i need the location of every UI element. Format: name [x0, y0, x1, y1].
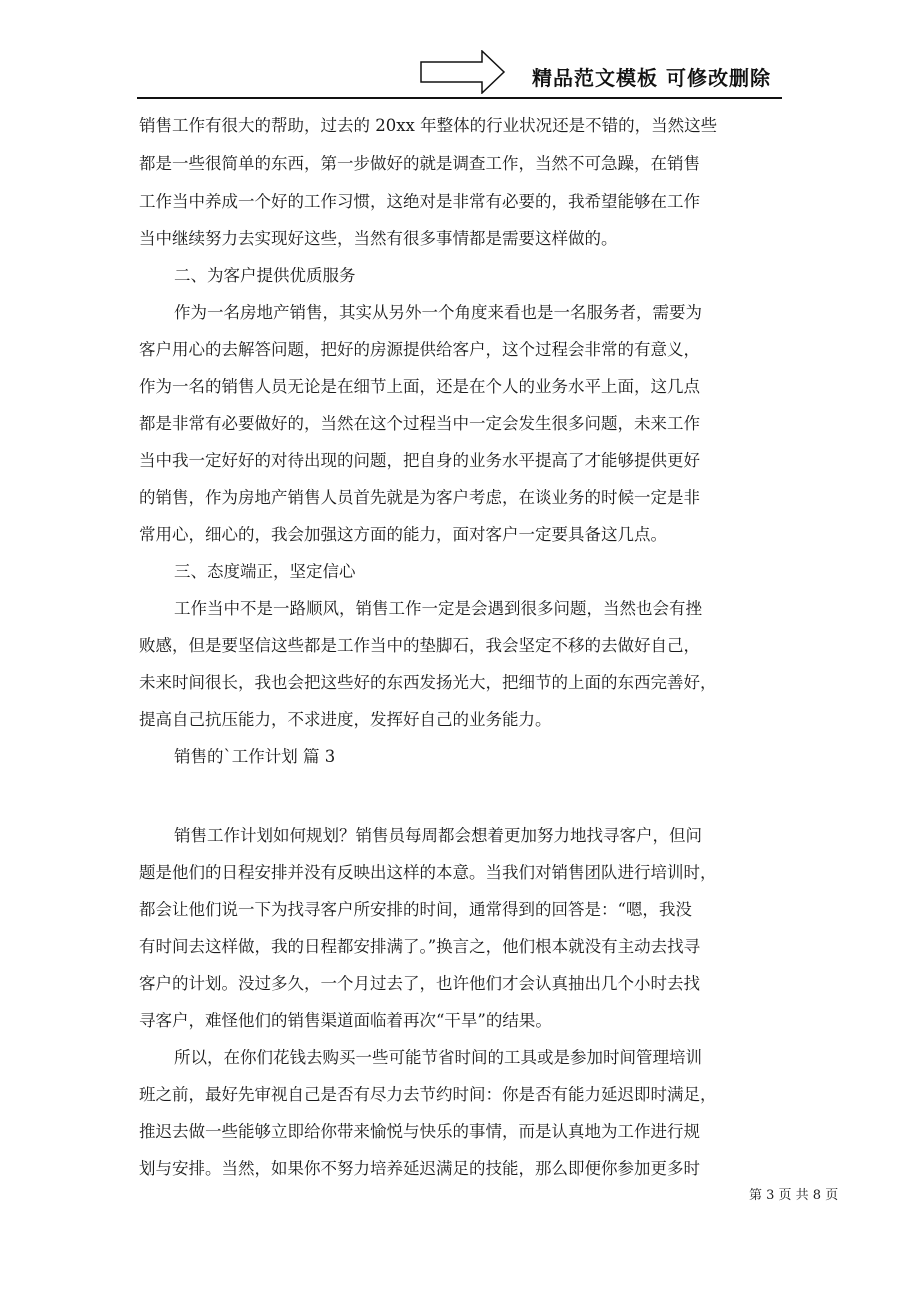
section-heading: 二、为客户提供优质服务: [174, 266, 356, 285]
body-line: 未来时间很长，我也会把这些好的东西发扬光大，把细节的上面的东西完善好，: [139, 673, 717, 692]
body-line: 都是非常有必要做好的，当然在这个过程当中一定会发生很多问题，未来工作: [139, 414, 700, 433]
body-line: 划与安排。当然，如果你不努力培养延迟满足的技能，那么即便你参加更多时: [139, 1159, 700, 1178]
body-line: 销售工作计划如何规划？销售员每周都会想着更加努力地找寻客户，但问: [174, 826, 702, 845]
header-divider: [137, 97, 782, 99]
body-line: 作为一名房地产销售，其实从另外一个角度来看也是一名服务者，需要为: [174, 303, 702, 322]
body-line: 销售工作有很大的帮助，过去的 20xx 年整体的行业状况还是不错的，当然这些: [139, 116, 718, 135]
body-line: 的销售，作为房地产销售人员首先就是为客户考虑，在谈业务的时候一定是非: [139, 488, 700, 507]
body-line: 所以，在你们花钱去购买一些可能节省时间的工具或是参加时间管理培训: [174, 1048, 702, 1067]
body-line: 都会让他们说一下为找寻客户所安排的时间，通常得到的回答是：“嗯，我没: [139, 900, 692, 919]
body-line: 工作当中养成一个好的工作习惯，这绝对是非常有必要的，我希望能够在工作: [139, 192, 700, 211]
body-line: 作为一名的销售人员无论是在细节上面，还是在个人的业务水平上面，这几点: [139, 377, 700, 396]
header-title: 精品范文模板 可修改删除: [532, 66, 771, 90]
body-line: 有时间去这样做，我的日程都安排满了。”换言之，他们根本就没有主动去找寻: [139, 937, 701, 956]
body-line: 工作当中不是一路顺风，销售工作一定是会遇到很多问题，当然也会有挫: [174, 599, 702, 618]
body-line: 提高自己抗压能力，不求进度，发挥好自己的业务能力。: [139, 710, 552, 729]
body-line: 败感，但是要坚信这些都是工作当中的垫脚石，我会坚定不移的去做好自己，: [139, 636, 700, 655]
body-line: 客户用心的去解答问题，把好的房源提供给客户，这个过程会非常的有意义，: [139, 340, 700, 359]
body-line: 都是一些很简单的东西，第一步做好的就是调查工作，当然不可急躁，在销售: [139, 154, 700, 173]
body-line: 班之前，最好先审视自己是否有尽力去节约时间：你是否有能力延迟即时满足，: [139, 1085, 717, 1104]
section-heading: 三、态度端正，坚定信心: [174, 562, 356, 581]
body-line: 当中继续努力去实现好这些，当然有很多事情都是需要这样做的。: [139, 229, 618, 248]
section-title: 销售的`工作计划 篇 3: [174, 747, 336, 766]
page-number: 第 3 页 共 8 页: [749, 1188, 839, 1203]
body-line: 寻客户，难怪他们的销售渠道面临着再次“干旱”的结果。: [139, 1011, 552, 1030]
body-line: 推迟去做一些能够立即给你带来愉悦与快乐的事情，而是认真地为工作进行规: [139, 1122, 700, 1141]
body-line: 常用心，细心的，我会加强这方面的能力，面对客户一定要具备这几点。: [139, 525, 667, 544]
body-line: 当中我一定好好的对待出现的问题，把自身的业务水平提高了才能够提供更好: [139, 451, 700, 470]
body-line: 客户的计划。没过多久，一个月过去了，也许他们才会认真抽出几个小时去找: [139, 974, 700, 993]
right-arrow-outline-icon: [420, 50, 506, 94]
body-line: 题是他们的日程安排并没有反映出这样的本意。当我们对销售团队进行培训时，: [139, 863, 717, 882]
